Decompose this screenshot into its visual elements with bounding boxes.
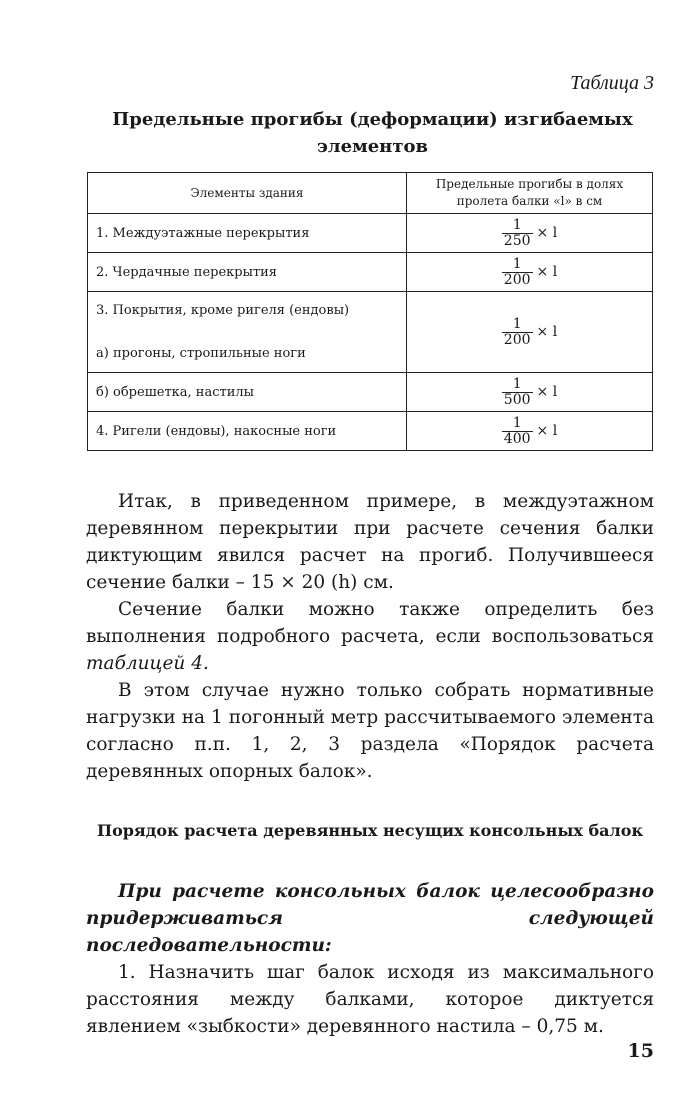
row-deflection xyxy=(407,373,653,412)
fraction-numerator: 1 xyxy=(512,414,522,431)
table-label: Таблица 3 xyxy=(570,72,654,94)
paragraph-1: Итак, в приведенном примере, в междуэтажном деревянном перекрытии при расчете сечения балки диктующим явился расчет на прогиб. Получившееся сечение балки – 15 × 20 (h) см. xyxy=(86,491,654,593)
row-element: б) обрешетка, настилы xyxy=(88,373,407,412)
times-l: × l xyxy=(536,423,558,439)
paragraph-3: В этом случае нужно только собрать нормативные нагрузки на 1 погонный метр рассчитываемого элемента согласно п.п. 1, 2, 3 раздела «Порядок расчета деревянных опорных балок». xyxy=(86,680,654,782)
fraction xyxy=(502,377,533,408)
section-item-1: 1. Назначить шаг балок исходя из максимального расстояния между балками, которое диктуется явлением «зыбкости» деревянного настила – 0,75 м. xyxy=(86,962,654,1037)
table-row xyxy=(88,373,653,412)
table-title: Предельные прогибы (деформации) изгибаемых элементов xyxy=(112,109,633,157)
table-row xyxy=(88,412,653,451)
section-title: Порядок расчета деревянных несущих консольных балок xyxy=(96,821,644,840)
paragraph-2 xyxy=(86,596,654,677)
row-element: 4. Ригели (ендовы), накосные ноги xyxy=(88,412,407,451)
deflection-table xyxy=(87,172,653,451)
fraction-numerator: 1 xyxy=(512,255,522,272)
fraction-denominator: 200 xyxy=(503,271,531,288)
row-element xyxy=(88,292,407,373)
column-header-elements: Элементы здания xyxy=(88,173,407,214)
row-element-subline: а) прогоны, стропильные ноги xyxy=(96,346,306,361)
row-element: 2. Чердачные перекрытия xyxy=(88,253,407,292)
table-header-row xyxy=(88,173,653,214)
body-text xyxy=(86,488,654,785)
times-l: × l xyxy=(536,384,558,400)
times-l: × l xyxy=(536,324,558,340)
fraction xyxy=(502,317,533,348)
section-intro: При расчете консольных балок целесообразно придерживаться следующей последовательности: xyxy=(86,881,654,956)
table-row xyxy=(88,214,653,253)
row-deflection xyxy=(407,292,653,373)
fraction-denominator: 250 xyxy=(503,232,531,249)
row-deflection xyxy=(407,214,653,253)
row-deflection xyxy=(407,412,653,451)
times-l: × l xyxy=(536,264,558,280)
table-row xyxy=(88,253,653,292)
row-element-line: 3. Покрытия, кроме ригеля (ендовы) xyxy=(96,303,350,318)
fraction-denominator: 500 xyxy=(503,391,531,408)
fraction-numerator: 1 xyxy=(512,216,522,233)
section-text xyxy=(86,878,654,1040)
fraction xyxy=(502,218,533,249)
paragraph-2-text: Сечение балки можно также определить без выполнения подробного расчета, если воспользоваться xyxy=(86,599,654,647)
row-element: 1. Междуэтажные перекрытия xyxy=(88,214,407,253)
fraction-numerator: 1 xyxy=(512,315,522,332)
fraction xyxy=(502,257,533,288)
fraction-denominator: 400 xyxy=(503,430,531,447)
row-deflection xyxy=(407,253,653,292)
table-4-reference: таблицей 4. xyxy=(86,653,209,674)
fraction xyxy=(502,416,533,447)
fraction-denominator: 200 xyxy=(503,331,531,348)
times-l: × l xyxy=(536,225,558,241)
table-row xyxy=(88,292,653,373)
column-header-deflection: Предельные прогибы в долях пролета балки «l» в см xyxy=(407,173,653,214)
page-number: 15 xyxy=(627,1040,654,1062)
fraction-numerator: 1 xyxy=(512,375,522,392)
